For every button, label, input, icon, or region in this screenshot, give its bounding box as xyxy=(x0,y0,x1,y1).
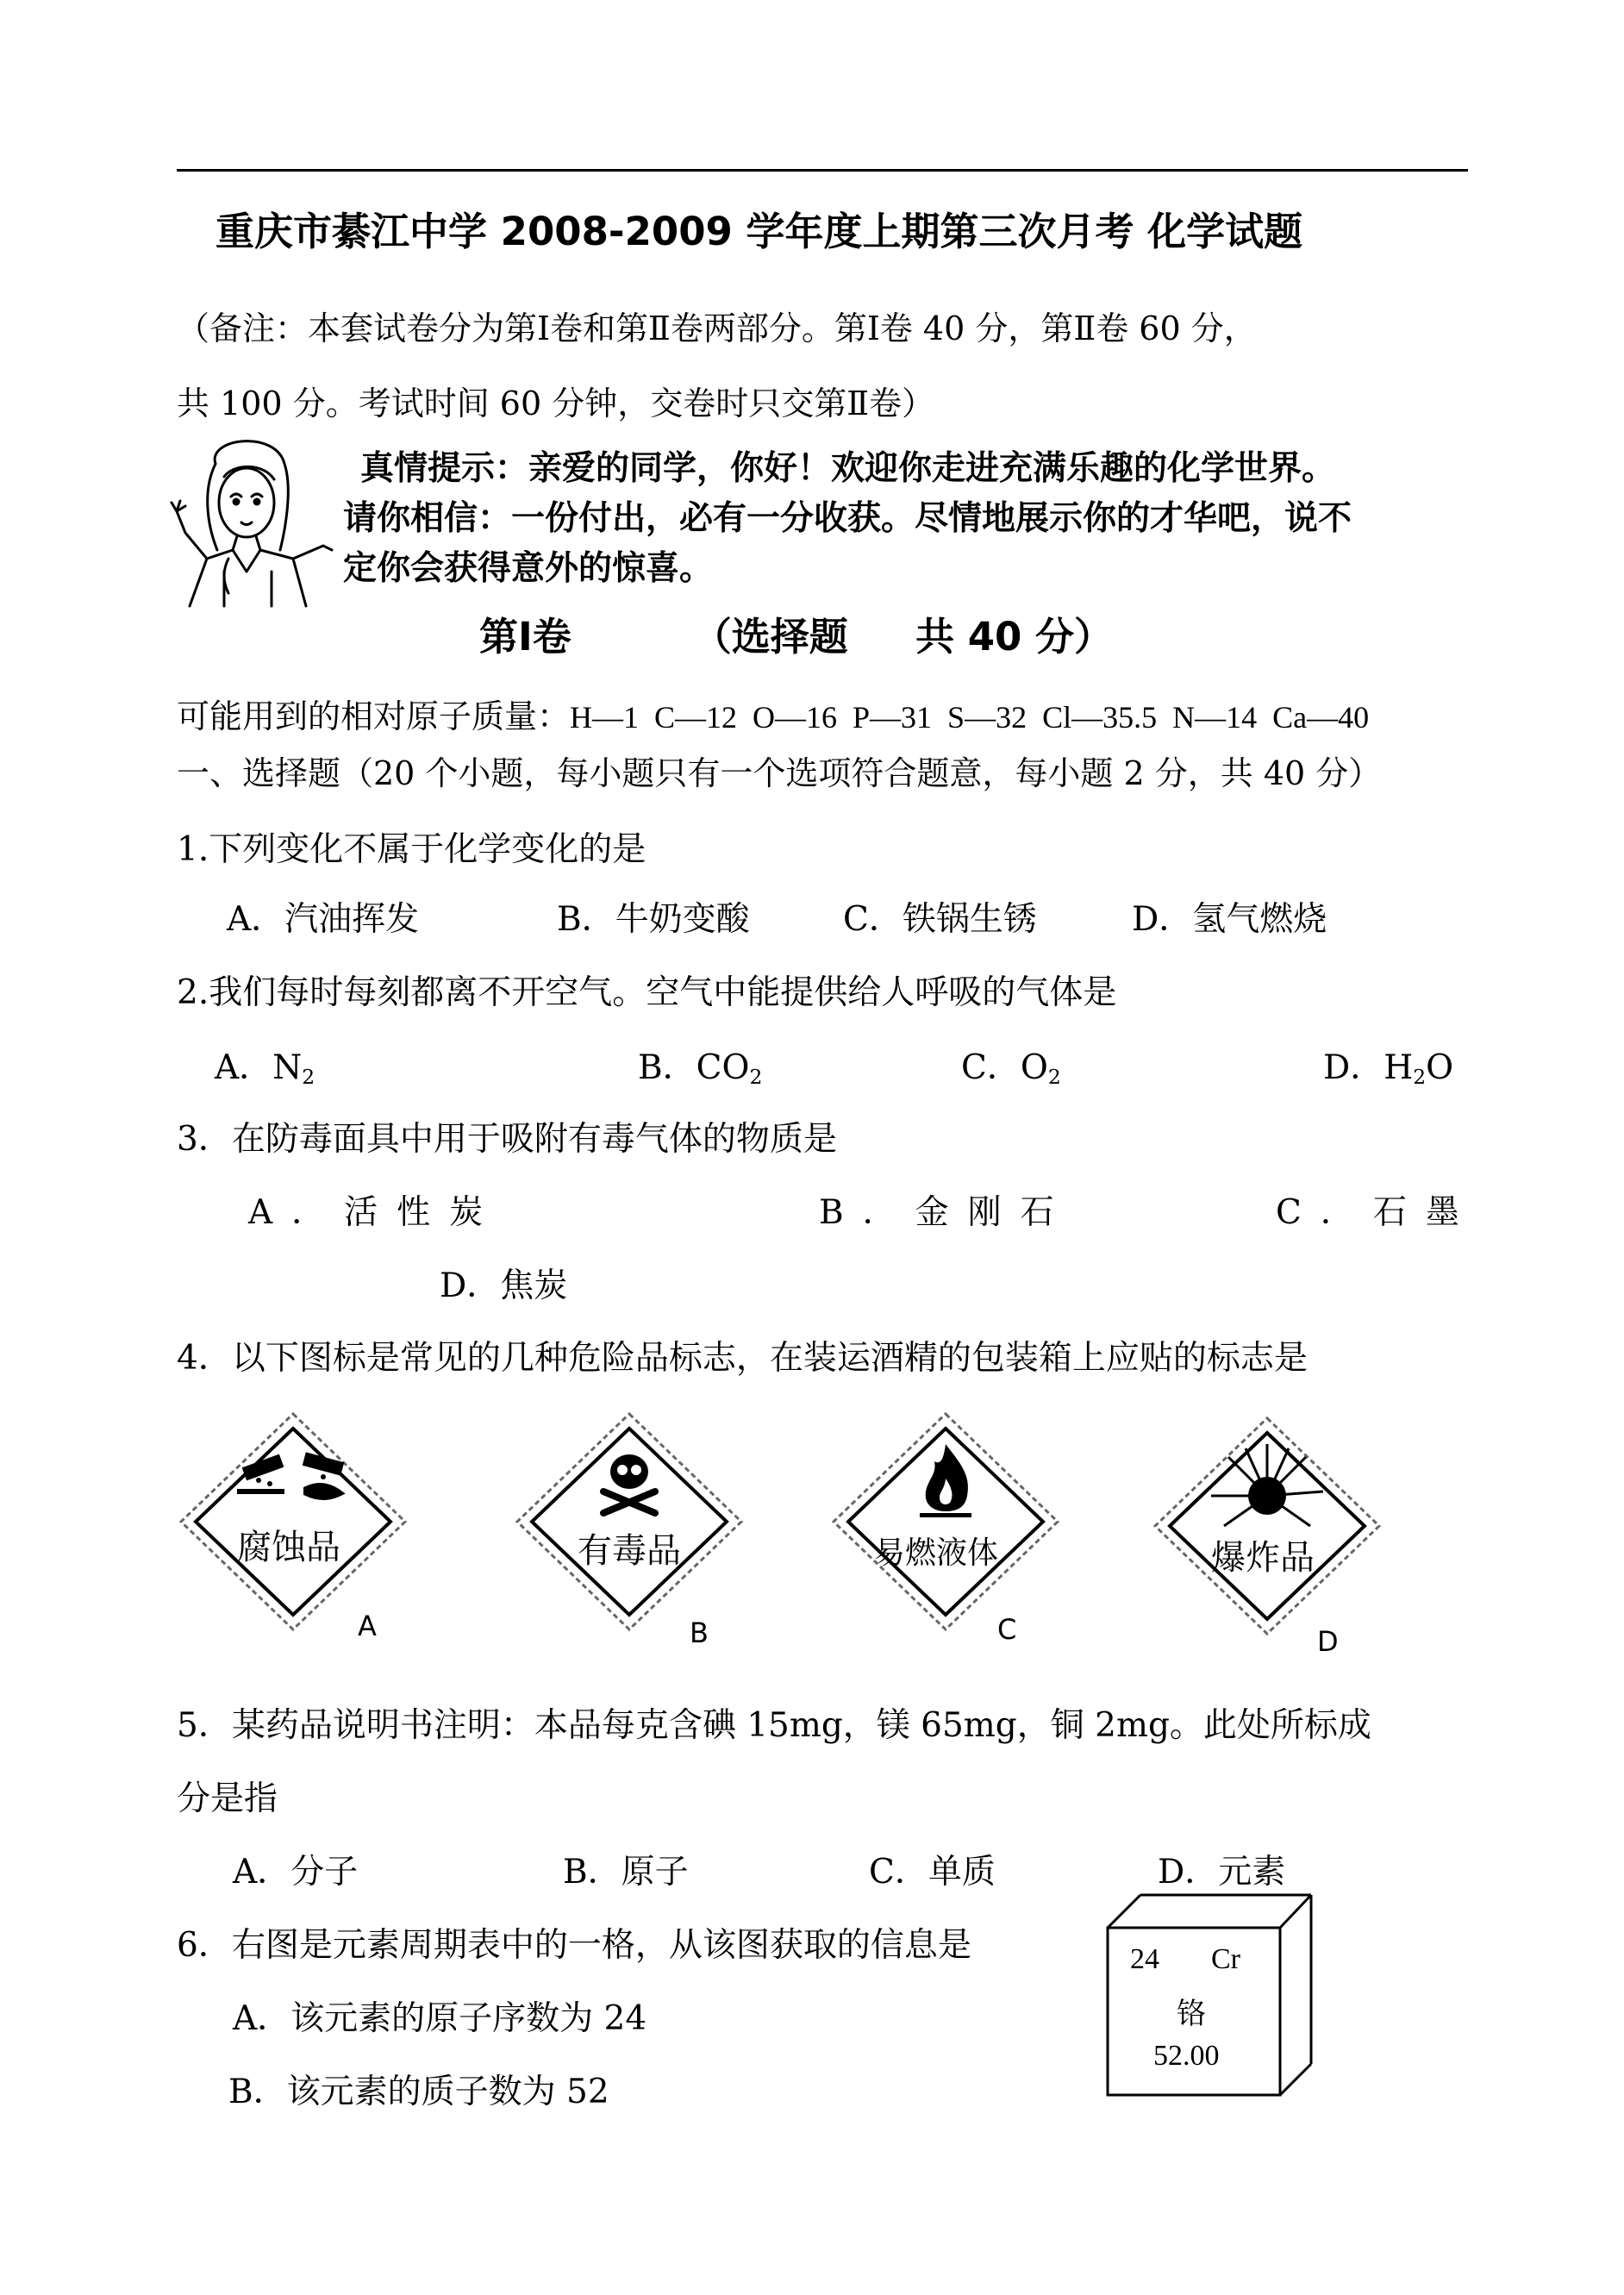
question-3-option-d: D．焦炭 xyxy=(440,1266,568,1305)
question-3-option-b: B．金刚石 xyxy=(819,1193,1073,1232)
exam-note-line-1: （备注：本套试卷分为第Ⅰ卷和第Ⅱ卷两部分。第Ⅰ卷 40 分，第Ⅱ卷 60 分， xyxy=(177,310,1257,347)
hazard-sign-a-label: 腐蚀品 xyxy=(237,1528,340,1567)
cartoon-girl-icon xyxy=(155,429,336,610)
question-1-option-a: A．汽油挥发 xyxy=(227,900,420,939)
hazard-sign-d-letter: D xyxy=(1317,1625,1339,1658)
atomic-masses-label: 可能用到的相对原子质量： xyxy=(177,697,571,735)
question-4-stem: 4．以下图标是常见的几种危险品标志，在装运酒精的包装箱上应贴的标志是 xyxy=(177,1339,1308,1378)
hazard-sign-c-label: 易燃液体 xyxy=(874,1535,999,1571)
flame-icon xyxy=(829,1410,1062,1634)
tip-line-1: 真情提示：亲爱的同学，你好！欢迎你走进充满乐趣的化学世界。 xyxy=(360,449,1336,488)
question-2-option-d-sub: 2 xyxy=(1413,1064,1427,1089)
question-2-stem: 2.我们每时每刻都离不开空气。空气中能提供给人呼吸的气体是 xyxy=(177,973,1117,1012)
question-5-stem-line-2: 分是指 xyxy=(177,1779,278,1818)
question-2-option-d-tail: O xyxy=(1426,1048,1454,1087)
element-atomic-mass: 52.00 xyxy=(1153,2040,1220,2072)
question-5-option-d: D．元素 xyxy=(1158,1853,1286,1892)
page-title: 重庆市綦江中学 2008-2009 学年度上期第三次月考 化学试题 xyxy=(215,209,1303,254)
question-1-option-c: C．铁锅生锈 xyxy=(843,900,1037,939)
explosion-icon xyxy=(1151,1414,1384,1638)
question-5-option-c: C．单质 xyxy=(869,1853,996,1892)
question-1-option-b: B．牛奶变酸 xyxy=(557,900,750,939)
question-3-option-c: C．石墨 xyxy=(1276,1193,1478,1232)
atomic-masses xyxy=(177,690,1369,737)
question-2-option-d-text: D．H xyxy=(1323,1048,1414,1087)
question-5-option-b: B．原子 xyxy=(563,1853,689,1892)
question-2-option-a-sub: 2 xyxy=(302,1064,315,1089)
hazard-sign-d-label: 爆炸品 xyxy=(1211,1538,1315,1578)
top-rule xyxy=(177,169,1468,172)
hazard-sign-c xyxy=(829,1410,1062,1651)
part-heading: 一、选择题（20 个小题，每小题只有一个选项符合题意，每小题 2 分，共 40 分） xyxy=(177,754,1382,792)
question-6-option-a: A．该元素的原子序数为 24 xyxy=(233,1999,647,2038)
question-3-stem: 3．在防毒面具中用于吸附有毒气体的物质是 xyxy=(177,1120,837,1159)
tip-line-3: 定你会获得意外的惊喜。 xyxy=(343,549,714,588)
question-2-option-b-sub: 2 xyxy=(749,1064,763,1089)
skull-crossbones-icon xyxy=(513,1410,746,1634)
question-3-option-a: A．活性炭 xyxy=(248,1193,503,1232)
hazard-sign-c-letter: C xyxy=(997,1613,1017,1646)
question-2-option-a xyxy=(215,1041,315,1089)
question-2-option-d xyxy=(1323,1041,1453,1089)
periodic-table-cell xyxy=(1106,1893,1313,2100)
question-1-option-d: D．氢气燃烧 xyxy=(1132,900,1327,939)
element-name: 铬 xyxy=(1177,1997,1206,2031)
hazard-sign-a-letter: A xyxy=(358,1610,377,1642)
element-atomic-number: 24 xyxy=(1130,1943,1159,1975)
atomic-masses-values: H—1 C—12 O—16 P—31 S—32 Cl—35.5 N—14 Ca—40 xyxy=(570,700,1370,735)
section-title: 第Ⅰ卷 （选择题 共 40 分） xyxy=(479,614,1114,660)
question-2-option-a-text: A．N xyxy=(215,1048,303,1087)
exam-note-line-2: 共 100 分。考试时间 60 分钟，交卷时只交第Ⅱ卷） xyxy=(177,385,935,422)
hazard-sign-b-label: 有毒品 xyxy=(578,1531,681,1571)
question-6-stem: 6．右图是元素周期表中的一格，从该图获取的信息是 xyxy=(177,1926,971,1965)
hazard-sign-a xyxy=(177,1410,409,1651)
question-5-option-a: A．分子 xyxy=(233,1853,359,1892)
hazard-sign-b xyxy=(513,1410,746,1651)
question-5-stem-line-1: 5．某药品说明书注明：本品每克含碘 15mg，镁 65mg，铜 2mg。此处所标成 xyxy=(177,1706,1371,1745)
question-2-option-b-text: B．CO xyxy=(638,1048,750,1087)
question-2-option-c-sub: 2 xyxy=(1047,1064,1061,1089)
question-1-stem: 1.下列变化不属于化学变化的是 xyxy=(177,830,646,869)
question-2-option-b xyxy=(638,1041,762,1089)
question-6-option-b: B．该元素的质子数为 52 xyxy=(228,2073,609,2111)
tip-line-2: 请你相信：一份付出，必有一分收获。尽情地展示你的才华吧，说不 xyxy=(343,499,1352,538)
hazard-sign-d xyxy=(1151,1414,1392,1664)
question-2-option-c-text: C．O xyxy=(961,1048,1048,1087)
element-symbol: Cr xyxy=(1211,1943,1240,1975)
hazard-sign-b-letter: B xyxy=(690,1617,709,1649)
question-2-option-c xyxy=(961,1041,1061,1089)
